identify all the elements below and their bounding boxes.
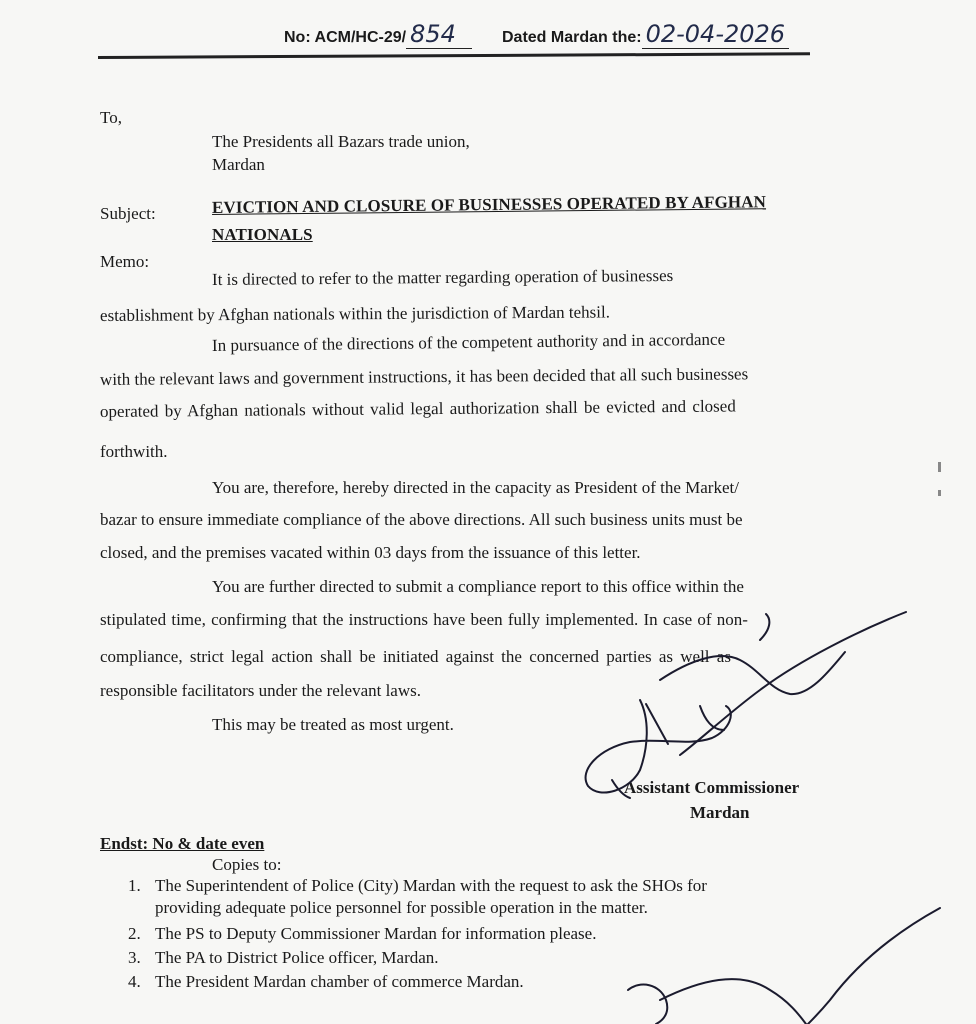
copy-item-text: The President Mardan chamber of commerce Mardan.: [155, 972, 524, 991]
memo-line: closed, and the premises vacated within 03 days from the issuance of this letter.: [100, 543, 641, 562]
memo-line: responsible facilitators under the relevant laws.: [100, 681, 421, 700]
copy-item-number: 4.: [128, 972, 141, 991]
subject-line-2: NATIONALS: [212, 225, 313, 244]
addressee-line-2: Mardan: [212, 155, 265, 174]
to-label: To,: [100, 108, 122, 127]
copy-item-text: The Superintendent of Police (City) Mardan with the request to ask the SHOs for: [155, 876, 707, 895]
dated-field: [502, 20, 789, 48]
reference-handwritten-number: 854: [406, 20, 472, 49]
memo-line: with the relevant laws and government instructions, it has been decided that all such businesses: [99, 364, 749, 389]
scan-edge-mark: [938, 490, 941, 496]
handwritten-date: 02-04-2026: [642, 20, 789, 49]
copies-label: Copies to:: [212, 855, 282, 874]
copy-item-number: 2.: [128, 924, 141, 943]
scan-edge-mark: [938, 462, 941, 472]
endorsement-heading: Endst: No & date even: [100, 834, 265, 853]
memo-label: Memo:: [100, 252, 150, 271]
copy-item-number: 3.: [128, 948, 141, 967]
memo-line: bazar to ensure immediate compliance of the above directions. All such business units must be: [100, 510, 743, 529]
memo-line: In pursuance of the directions of the competent authority and in accordance: [211, 329, 726, 355]
memo-line: operated by Afghan nationals without valid legal authorization shall be evicted and closed: [99, 396, 736, 421]
signatory-title: Assistant Commissioner: [624, 778, 800, 797]
memo-line: You are, therefore, hereby directed in the capacity as President of the Market/: [212, 478, 739, 497]
dated-label: Dated Mardan the:: [502, 29, 642, 46]
copy-item-text: providing adequate police personnel for possible operation in the matter.: [155, 898, 648, 917]
header-divider: [98, 52, 810, 59]
memo-line: stipulated time, confirming that the instructions have been fully implemented. In case of non-: [100, 610, 748, 629]
memo-line: compliance, strict legal action shall be initiated against the concerned parties as well as: [100, 647, 731, 666]
reference-number: [284, 20, 472, 49]
memo-line: You are further directed to submit a compliance report to this office within the: [212, 577, 744, 596]
copy-item-text: The PA to District Police officer, Mardan.: [155, 948, 439, 967]
memo-line: forthwith.: [100, 442, 168, 461]
copy-item-text: The PS to Deputy Commissioner Mardan for information please.: [155, 924, 597, 943]
signatory-place: Mardan: [690, 803, 750, 822]
subject-line-1: EVICTION AND CLOSURE OF BUSINESSES OPERATED BY AFGHAN: [211, 192, 767, 217]
memo-line: establishment by Afghan nationals within the jurisdiction of Mardan tehsil.: [99, 302, 610, 325]
memo-line: This may be treated as most urgent.: [212, 715, 454, 734]
copy-item-number: 1.: [128, 876, 141, 895]
memo-line: It is directed to refer to the matter regarding operation of businesses: [211, 265, 674, 289]
subject-label: Subject:: [100, 204, 156, 223]
addressee-line-1: The Presidents all Bazars trade union,: [212, 132, 470, 151]
reference-prefix: No: ACM/HC-29/: [284, 29, 407, 46]
